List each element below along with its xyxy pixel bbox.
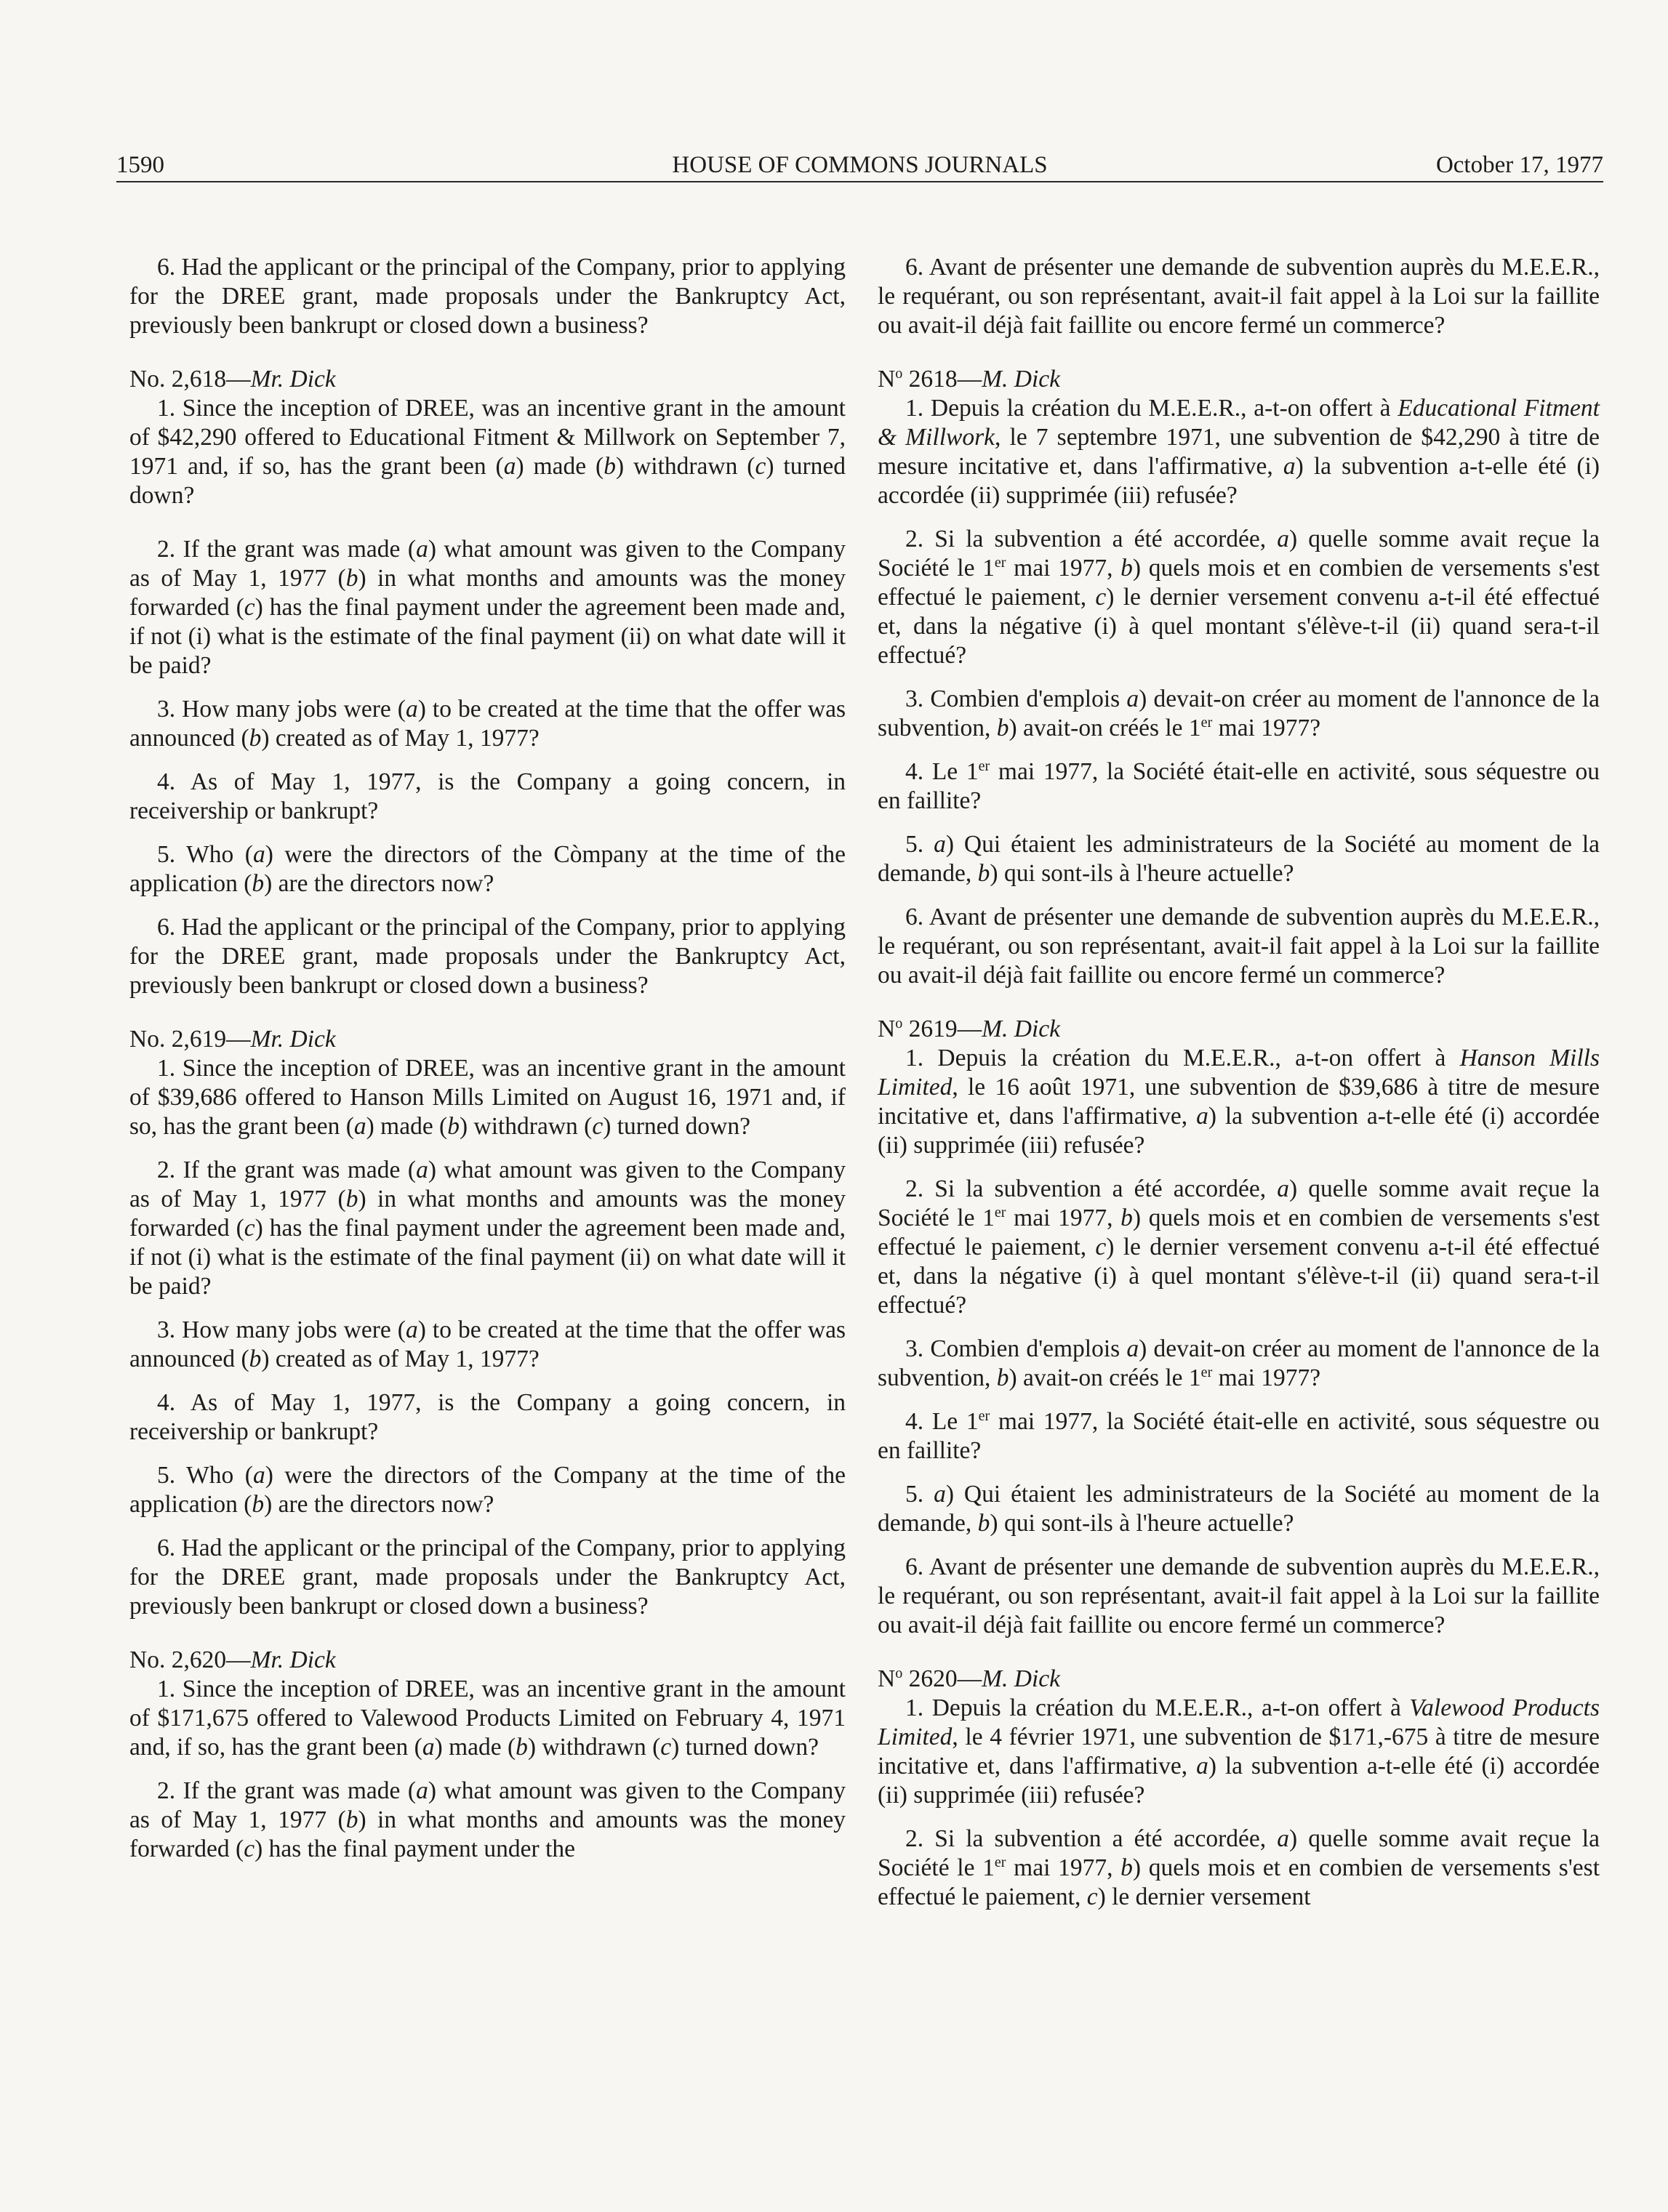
question-1: 1. Depuis la création du M.E.E.R., a-t-on offert à Valewood Products Limited, le 4 février 1971, une subvention de $171,-675 à titre de mesure incitative et, dans l'affirmative, a) la subvention a-t-elle été (i) accordée (ii) supprimée (iii) refusée? bbox=[878, 1694, 1600, 1809]
question-2: 2. Si la subvention a été accordée, a) quelle somme avait reçue la Société le 1er mai 1977, b) quels mois et en combien de versements s'est effectué le paiement, c) le dernier versement bbox=[878, 1825, 1600, 1910]
question-number-2618: No. 2,618—Mr. Dick bbox=[129, 366, 336, 393]
question-2: 2. If the grant was made (a) what amount was given to the Company as of May 1, 1977 (b) in what months and amounts was the money forwarded (c) has the final payment under the agreement been made and, if not (i) what is the estimate of the final payment (ii) on what date will it be paid? bbox=[129, 1157, 846, 1300]
running-header bbox=[116, 149, 1603, 182]
question-1: 1. Depuis la création du M.E.E.R., a-t-on offert à Hanson Mills Limited, le 16 août 1971, une subvention de $39,686 à titre de mesure incitative et, dans l'affirmative, a) la subvention a-t-elle été (i) accordée (ii) supprimée (iii) refusée? bbox=[878, 1045, 1600, 1159]
question-2: 2. Si la subvention a été accordée, a) quelle somme avait reçue la Société le 1er mai 1977, b) quels mois et en combien de versements s'est effectué le paiement, c) le dernier versement convenu a-t-il été effectué et, dans la négative (i) à quel montant s'élève-t-il (ii) quand sera-t-il effectué? bbox=[878, 1175, 1600, 1319]
question-1: 1. Since the inception of DREE, was an incentive grant in the amount of $42,290 offered to Educational Fitment & Millwork on September 7, 1971 and, if so, has the grant been (a) made (b) withdrawn (c) turned down? bbox=[129, 395, 846, 509]
question-5: 5. Who (a) were the directors of the Còmpany at the time of the application (b) are the directors now? bbox=[129, 841, 846, 897]
question-5: 5. a) Qui étaient les administrateurs de la Société au moment de la demande, b) qui sont-ils à l'heure actuelle? bbox=[878, 831, 1600, 887]
page-number: 1590 bbox=[116, 152, 164, 178]
question-4: 4. As of May 1, 1977, is the Company a going concern, in receivership or bankrupt? bbox=[129, 768, 846, 824]
question-6: 6. Had the applicant or the principal of the Company, prior to applying for the DREE grant, made proposals under the Bankruptcy Act, previously been bankrupt or closed down a business? bbox=[129, 914, 846, 999]
question-3: 3. Combien d'emplois a) devait-on créer au moment de l'annonce de la subvention, b) avait-on créés le 1er mai 1977? bbox=[878, 685, 1600, 741]
question-1: 1. Depuis la création du M.E.E.R., a-t-on offert à Educational Fitment & Millwork, le 7 septembre 1971, une subvention de $42,290 à titre de mesure incitative et, dans l'affirmative, a) la subvention a-t-elle été (i) accordée (ii) supprimée (iii) refusée? bbox=[878, 395, 1600, 509]
question-6: 6. Had the applicant or the principal of the Company, prior to applying for the DREE grant, made proposals under the Bankruptcy Act, previously been bankrupt or closed down a business? bbox=[129, 1535, 846, 1620]
question-5: 5. a) Qui étaient les administrateurs de la Société au moment de la demande, b) qui sont-ils à l'heure actuelle? bbox=[878, 1481, 1600, 1537]
question-3: 3. Combien d'emplois a) devait-on créer au moment de l'annonce de la subvention, b) avait-on créés le 1er mai 1977? bbox=[878, 1335, 1600, 1391]
question-number-2618: $N^o$ 2618—M. Dick bbox=[878, 365, 1061, 393]
question-4: 4. Le 1er mai 1977, la Société était-elle en activité, sous séquestre ou en faillite? bbox=[878, 1407, 1600, 1464]
question-number-2620: $N^o$ 2620—M. Dick bbox=[878, 1665, 1061, 1692]
question-number-2619: $N^o$ 2619—M. Dick bbox=[878, 1015, 1061, 1042]
question-number-2620: No. 2,620—Mr. Dick bbox=[129, 1646, 336, 1673]
english-column bbox=[129, 253, 846, 1864]
question-6: 6. Had the applicant or the principal of the Company, prior to applying for the DREE grant, made proposals under the Bankruptcy Act, previously been bankrupt or closed down a business? bbox=[129, 254, 846, 339]
question-1: 1. Since the inception of DREE, was an incentive grant in the amount of $171,675 offered to Valewood Products Limited on February 4, 1971 and, if so, has the grant been (a) made (b) withdrawn (c) turned down? bbox=[129, 1676, 846, 1761]
french-column bbox=[878, 253, 1600, 1912]
question-4: 4. Le 1er mai 1977, la Société était-elle en activité, sous séquestre ou en faillite? bbox=[878, 757, 1600, 814]
question-2: 2. Si la subvention a été accordée, a) quelle somme avait reçue la Société le 1er mai 1977, b) quels mois et en combien de versements s'est effectué le paiement, c) le dernier versement convenu a-t-il été effectué et, dans la négative (i) à quel montant s'élève-t-il (ii) quand sera-t-il effectué? bbox=[878, 526, 1600, 669]
question-2: 2. If the grant was made (a) what amount was given to the Company as of May 1, 1977 (b) in what months and amounts was the money forwarded (c) has the final payment under the agreement been made and, if not (i) what is the estimate of the final payment (ii) on what date will it be paid? bbox=[129, 536, 846, 679]
issue-date: October 17, 1977 bbox=[1435, 152, 1603, 178]
question-6: 6. Avant de présenter une demande de subvention auprès du M.E.E.R., le requérant, ou son représentant, avait-il fait appel à la Loi sur la faillite ou avait-il déjà fait faillite ou encore fermé un commerce? bbox=[878, 254, 1600, 339]
question-4: 4. As of May 1, 1977, is the Company a going concern, in receivership or bankrupt? bbox=[129, 1389, 846, 1445]
question-3: 3. How many jobs were (a) to be created at the time that the offer was announced (b) created as of May 1, 1977? bbox=[129, 696, 846, 752]
question-1: 1. Since the inception of DREE, was an incentive grant in the amount of $39,686 offered to Hanson Mills Limited on August 16, 1971 and, if so, has the grant been (a) made (b) withdrawn (c) turned down? bbox=[129, 1055, 846, 1140]
question-6: 6. Avant de présenter une demande de subvention auprès du M.E.E.R., le requérant, ou son représentant, avait-il fait appel à la Loi sur la faillite ou avait-il déjà fait faillite ou encore fermé un commerce? bbox=[878, 904, 1600, 989]
question-5: 5. Who (a) were the directors of the Company at the time of the application (b) are the directors now? bbox=[129, 1462, 846, 1518]
question-number-2619: No. 2,619—Mr. Dick bbox=[129, 1026, 336, 1053]
question-6: 6. Avant de présenter une demande de subvention auprès du M.E.E.R., le requérant, ou son représentant, avait-il fait appel à la Loi sur la faillite ou avait-il déjà fait faillite ou encore fermé un commerce? bbox=[878, 1553, 1600, 1638]
question-2: 2. If the grant was made (a) what amount was given to the Company as of May 1, 1977 (b) in what months and amounts was the money forwarded (c) has the final payment under the bbox=[129, 1777, 846, 1862]
question-3: 3. How many jobs were (a) to be created at the time that the offer was announced (b) created as of May 1, 1977? bbox=[129, 1316, 846, 1372]
journal-title: HOUSE OF COMMONS JOURNALS bbox=[672, 152, 1048, 178]
